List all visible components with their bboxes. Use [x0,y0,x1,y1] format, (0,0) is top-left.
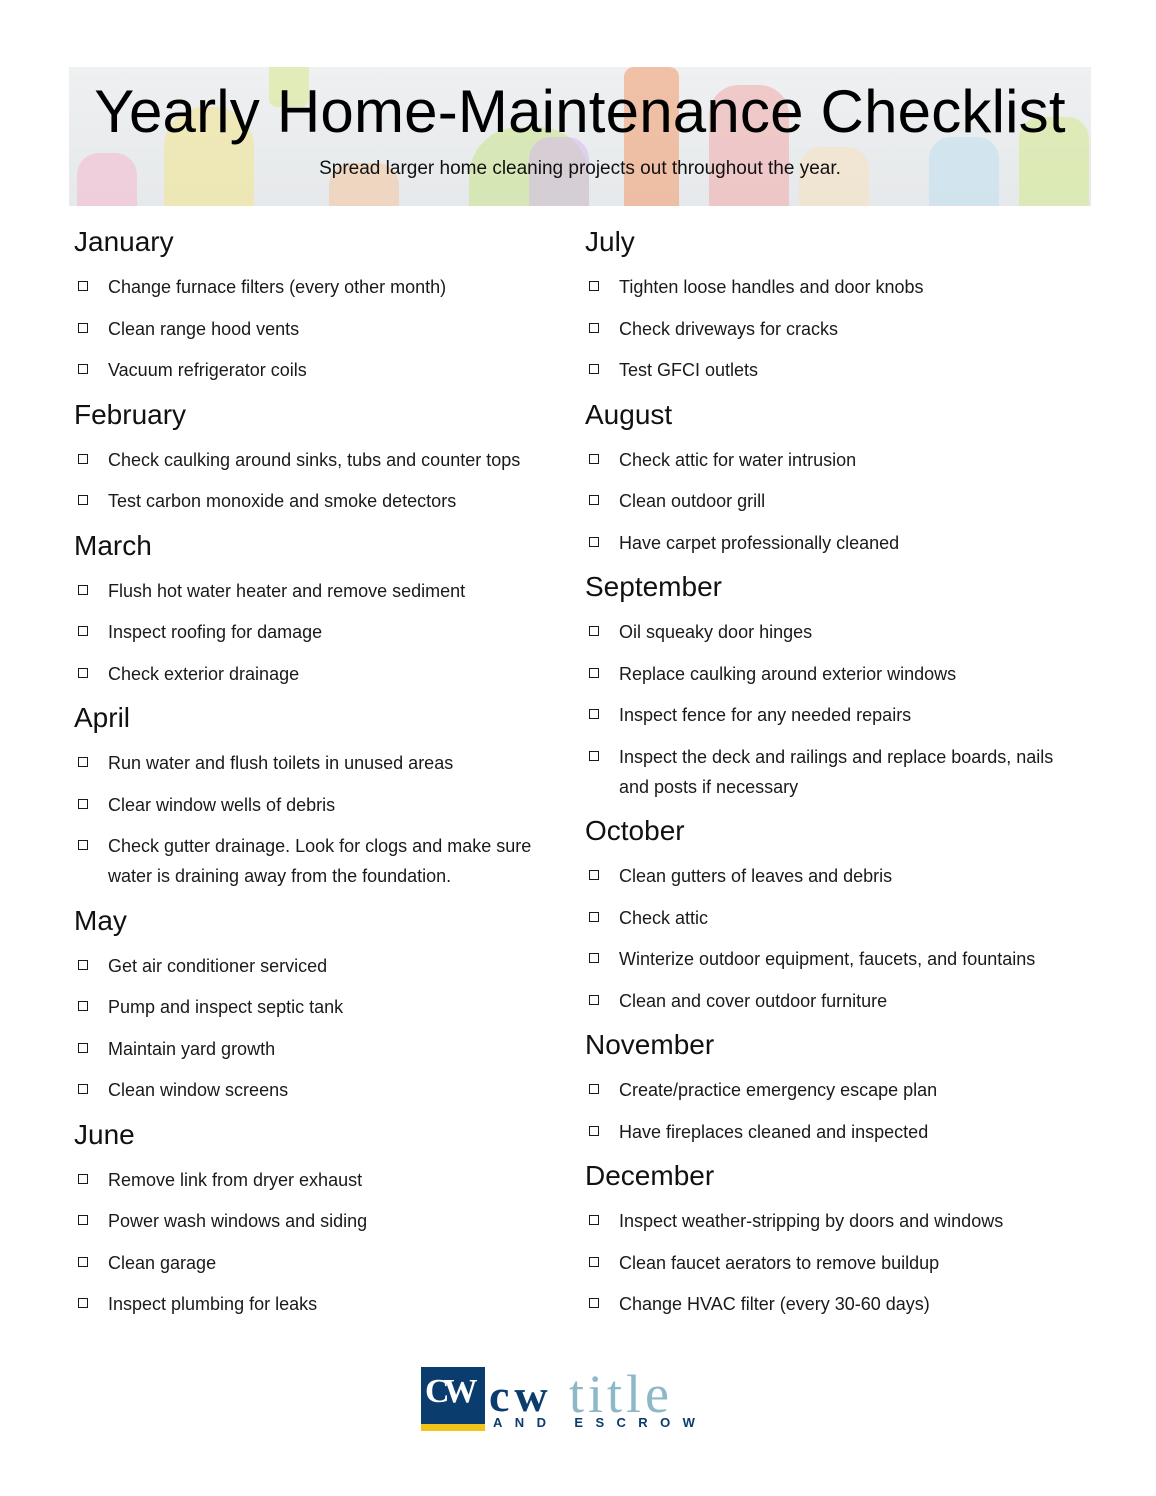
checkbox[interactable] [78,626,88,636]
checkbox[interactable] [589,281,599,291]
checklist-item [74,1034,574,1064]
left-column [74,224,574,1331]
checklist-item [74,1075,574,1105]
checkbox[interactable] [78,960,88,970]
checklist-item-label: Have carpet professionally cleaned [619,532,900,553]
checklist [585,1075,1085,1147]
checklist-item-label: Change HVAC filter (every 30-60 days) [619,1294,930,1314]
checkbox[interactable] [78,495,88,505]
right-column [585,224,1085,1331]
checklist-item [585,1289,1085,1319]
checkbox[interactable] [589,751,599,761]
checklist [585,272,1085,385]
month-heading: September [585,571,722,602]
checklist-item [585,1206,1085,1236]
checklist-item [74,1206,574,1236]
checklist [74,576,574,689]
checklist [74,748,574,891]
logo-gold-bar [421,1424,485,1431]
checkbox[interactable] [78,323,88,333]
checklist-item-label: Replace caulking around exterior windows [619,663,957,684]
logo-monogram [421,1367,485,1431]
checkbox[interactable] [78,668,88,678]
checklist-item-label: Test GFCI outlets [619,360,759,380]
checklist-item [74,486,574,516]
checklist-item-label: Get air conditioner serviced [108,955,328,976]
checklist-item-label: Flush hot water heater and remove sediment [108,580,466,601]
checklist-item [74,1165,574,1195]
checkbox[interactable] [78,799,88,809]
checklist-item-label: Clean outdoor grill [619,491,766,511]
month-heading: July [585,226,635,257]
checklist-item-label: Power wash windows and siding [108,1211,368,1231]
checkbox[interactable] [78,585,88,595]
checkbox[interactable] [78,840,88,850]
checklist-item-label: Change furnace filters (every other month) [108,277,447,297]
checklist-item-label: Remove link from dryer exhaust [108,1169,363,1190]
checklist-item-label: Oil squeaky door hinges [619,622,813,642]
checklist-item [585,1248,1085,1278]
checklist-item-label: Check attic [619,907,709,928]
checklist-item-label: Check caulking around sinks, tubs and counter tops [108,449,521,470]
checkbox[interactable] [589,668,599,678]
checklist-item [585,659,1085,689]
checklist-item-label: Check attic for water intrusion [619,449,857,470]
checkbox[interactable] [589,1126,599,1136]
checklist-item [74,355,574,385]
checklist-item-label: Clean range hood vents [108,318,300,339]
checkbox[interactable] [78,1084,88,1094]
checklist-item [585,445,1085,475]
checkbox[interactable] [78,757,88,767]
checklist [74,1165,574,1320]
checkbox[interactable] [589,537,599,547]
checklist-item-label: Inspect fence for any needed repairs [619,705,912,725]
checklist-item [74,951,574,981]
checkbox[interactable] [78,1174,88,1184]
month-heading: May [74,904,127,936]
month-heading: March [74,529,152,561]
checkbox[interactable] [78,454,88,464]
company-logo [421,1364,721,1431]
checkbox[interactable] [589,912,599,922]
checkbox[interactable] [589,995,599,1005]
checklist [585,861,1085,1016]
checklist [74,272,574,385]
checklist-item [585,700,1085,730]
checklist-item [585,742,1085,802]
checklist-item [74,992,574,1022]
checklist-item [74,831,574,891]
checklist-item-label: Vacuum refrigerator coils [108,360,307,380]
checklist-item-label: Inspect the deck and railings and replace boards, nails and posts if necessary [619,746,1054,797]
checklist-item [74,1248,574,1278]
checklist-item [585,314,1085,344]
checklist-item [585,1117,1085,1147]
month-heading: June [74,1118,135,1150]
checklist-item [585,486,1085,516]
checkbox[interactable] [589,495,599,505]
checklist [74,951,574,1106]
checklist-item [74,576,574,606]
checkbox[interactable] [589,953,599,963]
checklist-item-label: Inspect plumbing for leaks [108,1294,318,1314]
checklist-item-label: Have fireplaces cleaned and inspected [619,1121,929,1142]
checkbox[interactable] [589,1257,599,1267]
checklist-item [74,659,574,689]
checklist-item [74,272,574,302]
checklist-item-label: Clean faucet aerators to remove buildup [619,1252,940,1273]
month-heading: August [585,398,673,430]
checklist-item [585,944,1085,974]
checklist-item-label: Inspect roofing for damage [108,622,323,642]
checklist-item-label: Clean and cover outdoor furniture [619,990,888,1011]
checkbox[interactable] [589,709,599,719]
checklist [585,445,1085,558]
checklist-item-label: Winterize outdoor equipment, faucets, and fountains [619,949,1036,969]
logo-monogram-text: CW [425,1373,472,1410]
checklist-item-label: Maintain yard growth [108,1038,276,1059]
month-heading: November [585,1029,715,1060]
checkbox[interactable] [78,281,88,291]
checkbox[interactable] [589,364,599,374]
logo-brand-title: title [569,1364,673,1424]
checkbox[interactable] [589,323,599,333]
checklist-item [74,748,574,778]
checklist-item-label: Tighten loose handles and door knobs [619,277,924,297]
checkbox[interactable] [78,1001,88,1011]
checklist-item [74,617,574,647]
month-heading: October [585,815,685,846]
checklist-item [585,617,1085,647]
checkbox[interactable] [589,626,599,636]
checkbox[interactable] [78,364,88,374]
month-heading: February [74,398,187,430]
checklist-item-label: Test carbon monoxide and smoke detectors [108,491,457,511]
checklist-item-label: Pump and inspect septic tank [108,997,344,1017]
logo-tagline: AND ESCROW [493,1415,708,1430]
checklist-item-label: Check gutter drainage. Look for clogs and make sure water is draining away from the foundation. [108,836,532,886]
checklist [74,445,574,517]
checkbox[interactable] [589,1298,599,1308]
month-heading: April [74,702,131,733]
checklist-item [74,314,574,344]
header-banner [69,67,1091,206]
checklist-item [585,528,1085,558]
checklist-item-label: Check exterior drainage [108,663,300,684]
checklist-item-label: Clean window screens [108,1080,289,1100]
checklist-item-label: Clear window wells of debris [108,794,336,815]
checklist-item [74,790,574,820]
checkbox[interactable] [589,454,599,464]
checklist-item-label: Run water and flush toilets in unused areas [108,753,454,773]
page-title: Yearly Home-Maintenance Checklist [94,78,1066,145]
checklist-item [585,355,1085,385]
checkbox[interactable] [78,1215,88,1225]
checkbox[interactable] [78,1257,88,1267]
checklist-item-label: Clean garage [108,1252,217,1273]
checklist-item [585,903,1085,933]
checklist [585,617,1085,802]
page-subtitle: Spread larger home cleaning projects out throughout the year. [319,158,841,179]
month-heading: December [585,1160,715,1191]
checklist [585,1206,1085,1319]
checklist-item [74,445,574,475]
checkbox[interactable] [589,870,599,880]
checkbox[interactable] [78,1298,88,1308]
checklist-item-label: Check driveways for cracks [619,318,839,339]
checklist-item-label: Create/practice emergency escape plan [619,1080,938,1100]
checklist-item [585,1075,1085,1105]
checklist-item [585,986,1085,1016]
checklist-item [585,861,1085,891]
checkbox[interactable] [589,1084,599,1094]
checkbox[interactable] [78,1043,88,1053]
checklist-item-label: Inspect weather-stripping by doors and windows [619,1211,1004,1231]
month-heading: January [74,226,174,257]
checklist-item-label: Clean gutters of leaves and debris [619,866,893,886]
logo-brand-cw: cw [489,1370,553,1421]
checkbox[interactable] [589,1215,599,1225]
checklist-item [74,1289,574,1319]
checklist-item [585,272,1085,302]
